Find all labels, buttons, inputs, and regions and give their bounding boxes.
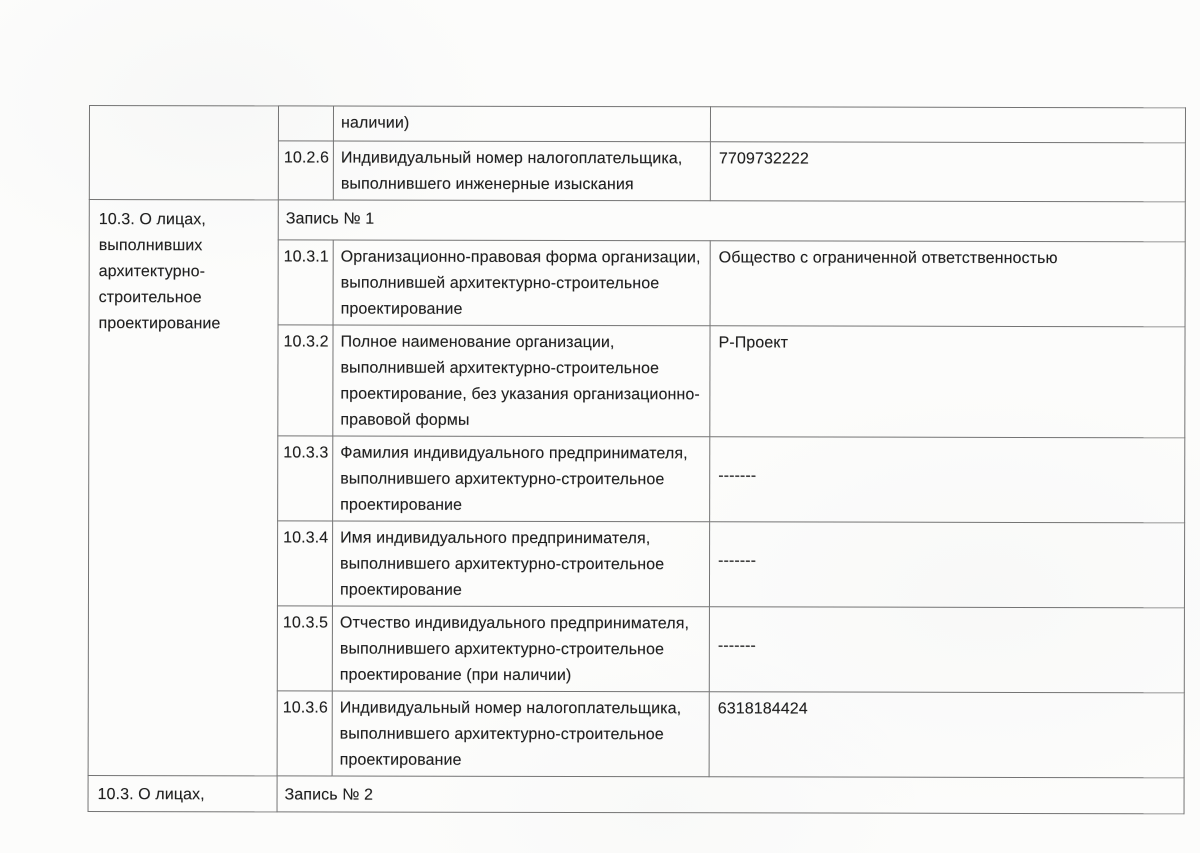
cell-label: Индивидуальный номер налогоплательщика, выполнившего архитектурно-строительное проектирование (332, 691, 709, 777)
cell-value: 7709732222 (710, 142, 1185, 202)
table-row (89, 106, 1185, 143)
cell-label: наличии) (333, 106, 710, 142)
cell-number: 10.3.6 (277, 691, 332, 776)
record-2-header: Запись № 2 (277, 776, 1184, 814)
cell-label: Индивидуальный номер налогоплательщика, выполнившего инженерные изыскания (333, 141, 710, 201)
cell-number (278, 106, 333, 141)
cell-number: 10.3.1 (278, 240, 333, 325)
cell-label: Имя индивидуального предпринимателя, выполнившего архитектурно-строительное проектирование (332, 521, 709, 607)
section-10-3-next-side-label: 10.3. О лицах, (88, 775, 277, 811)
cell-number: 10.2.6 (278, 141, 333, 200)
cell-number: 10.3.4 (277, 521, 332, 606)
construction-permit-table (88, 105, 1186, 814)
cell-label: Полное наименование организации, выполнившей архитектурно-строительное проектирование, без указания организационно-правовой формы (333, 325, 710, 437)
cell-value: ------- (709, 522, 1184, 608)
section-10-3-side-label: 10.3. О лицах, выполнивших архитектурно-строительное проектирование (88, 200, 278, 776)
section-10-2-side-spacer (89, 106, 278, 200)
cell-value: 6318184424 (709, 692, 1184, 778)
cell-number: 10.3.5 (277, 606, 332, 691)
cell-value (710, 107, 1185, 143)
cell-number: 10.3.2 (278, 325, 333, 436)
cell-label: Фамилия индивидуального предпринимателя, выполнившего архитектурно-строительное проектирование (333, 436, 710, 522)
cell-number: 10.3.3 (278, 436, 333, 521)
cell-value: Общество с ограниченной ответственностью (710, 241, 1185, 327)
cell-label: Организационно-правовая форма организации, выполнившей архитектурно-строительное проектирование (333, 240, 710, 326)
cell-value: ------- (710, 437, 1185, 523)
cell-label: Отчество индивидуального предпринимателя, выполнившего архитектурно-строительное проектирование (при наличии) (332, 606, 709, 692)
cell-value: ------- (709, 607, 1184, 693)
cell-value: Р-Проект (710, 326, 1185, 438)
table-row (88, 775, 1184, 813)
record-1-header: Запись № 1 (278, 200, 1185, 242)
table-row (89, 200, 1185, 242)
